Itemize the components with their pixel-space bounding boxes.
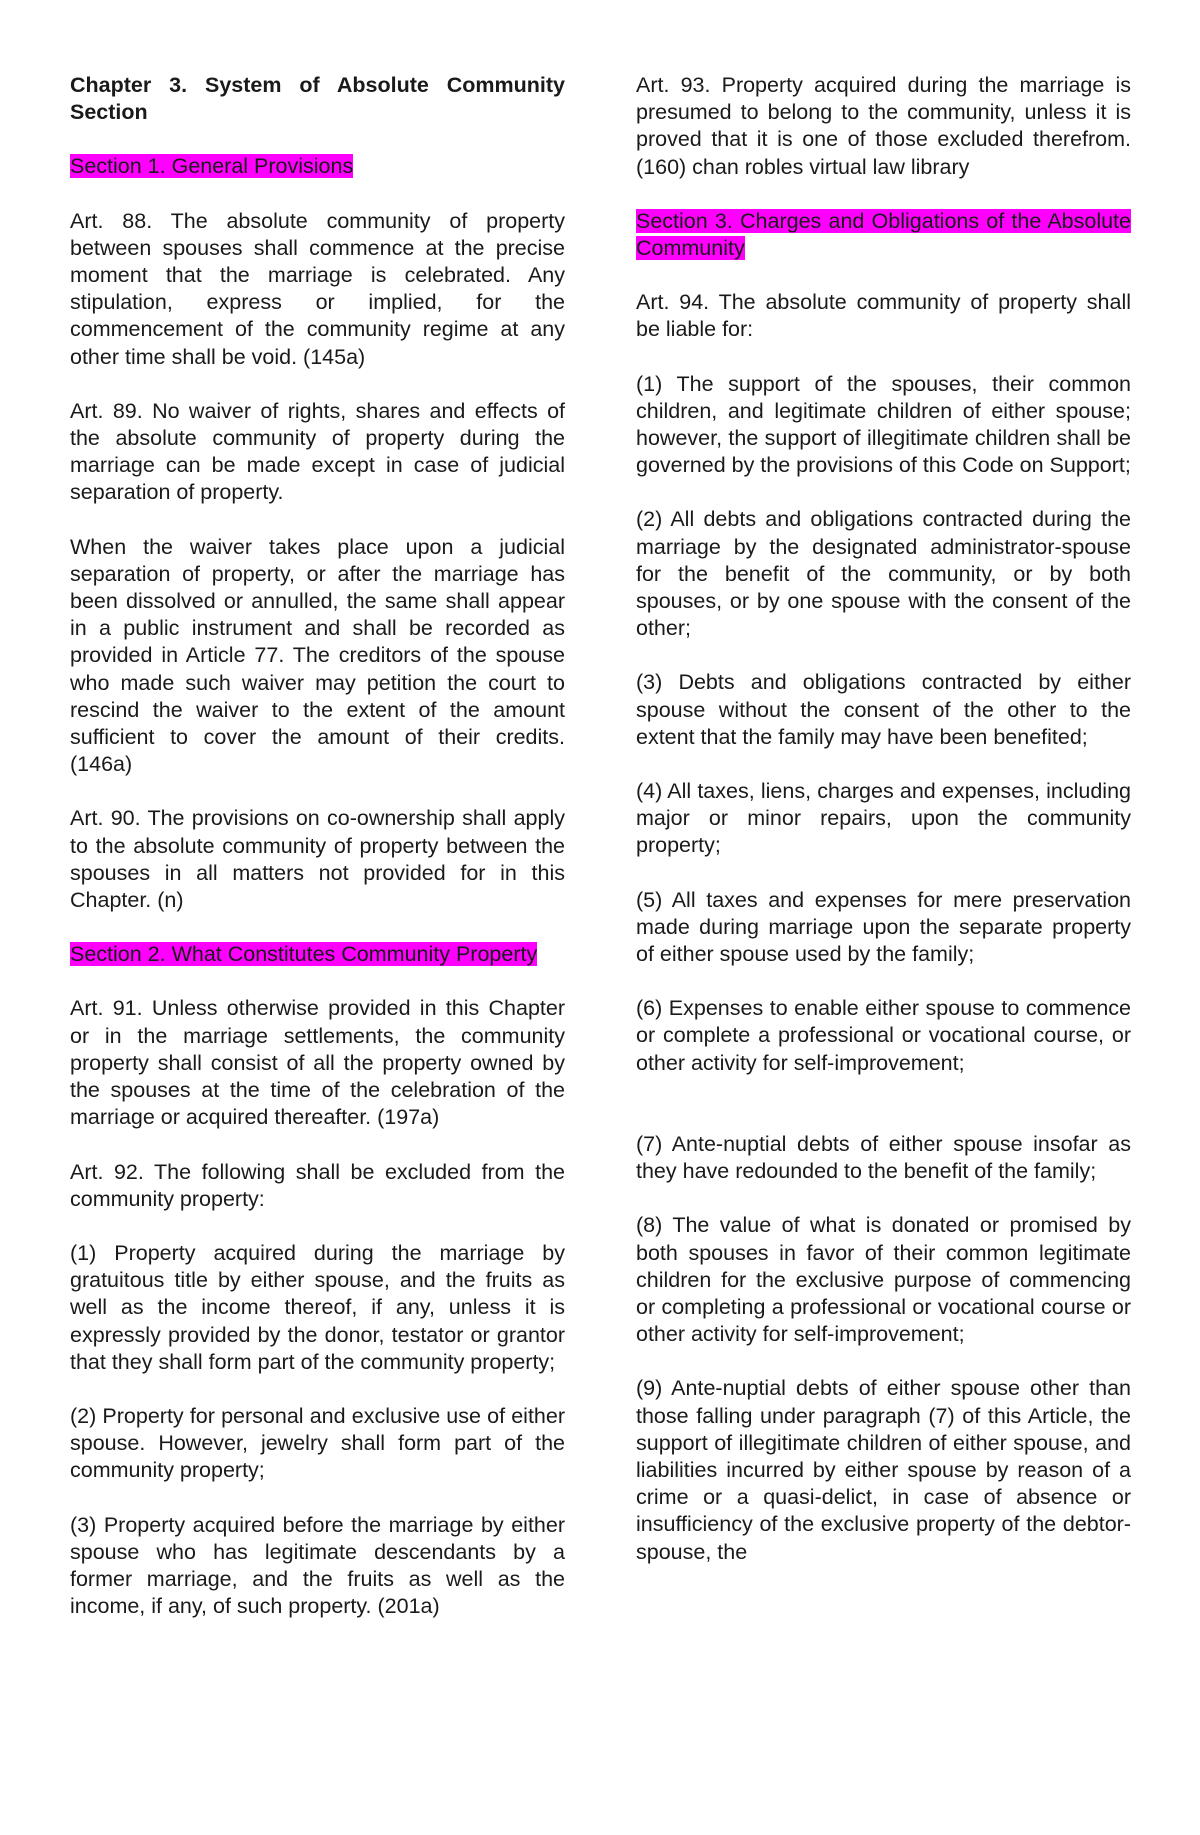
chapter-title: Chapter 3. System of Absolute Community Section bbox=[70, 73, 565, 125]
section-heading bbox=[70, 153, 565, 180]
article-93: Art. 93. Property acquired during the marriage is presumed to belong to the community, unless it is proved that it is one of those excluded therefrom. (160) chan robles virtual law library bbox=[636, 73, 1131, 179]
article-92-item: (2) Property for personal and exclusive use of either spouse. However, jewelry shall form part of the community property; bbox=[70, 1403, 565, 1483]
article-94-item: (4) All taxes, liens, charges and expenses, including major or minor repairs, upon the community property; bbox=[636, 779, 1131, 858]
article-94-item: (1) The support of the spouses, their common children, and legitimate children of either spouse; however, the support of illegitimate children shall be governed by the provisions of this Code on Support; bbox=[636, 371, 1131, 478]
article-94-item: (8) The value of what is donated or promised by both spouses in favor of their common legitimate children for the exclusive purpose of commencing or completing a professional or vocational course or other activity for self-improvement; bbox=[636, 1213, 1131, 1347]
article-94-item: (5) All taxes and expenses for mere preservation made during marriage upon the separate property of either spouse used by the family; bbox=[636, 887, 1131, 967]
article-94-item: (7) Ante-nuptial debts of either spouse insofar as they have redounded to the benefit of the family; bbox=[636, 1131, 1131, 1184]
article-88: Art. 88. The absolute community of property between spouses shall commence at the precise moment that the marriage is celebrated. Any stipulation, express or implied, for the commencement of the community regime at any other time shall be void. (145a) bbox=[70, 208, 565, 369]
article-94-item: (6) Expenses to enable either spouse to commence or complete a professional or vocational course, or other activity for self-improvement; bbox=[636, 996, 1131, 1075]
article-89: Art. 89. No waiver of rights, shares and effects of the absolute community of property during the marriage can be made except in case of judicial separation of property. bbox=[70, 398, 565, 505]
blank-line bbox=[636, 1104, 1131, 1131]
article-92-item: (1) Property acquired during the marriage by gratuitous title by either spouse, and the fruits as well as the income thereof, if any, unless it is expressly provided by the donor, testator or grantor that they shall form part of the community property; bbox=[70, 1240, 565, 1374]
article-90: Art. 90. The provisions on co-ownership shall apply to the absolute community of property between the spouses in all matters not provided for in this Chapter. (n) bbox=[70, 806, 565, 913]
section-heading bbox=[70, 941, 565, 968]
right-column bbox=[636, 72, 1131, 1566]
section-heading-highlight: Section 1. General Provisions bbox=[70, 154, 354, 179]
article-94: Art. 94. The absolute community of property shall be liable for: bbox=[636, 290, 1131, 342]
section-heading-highlight: Section 3. Charges and Obligations of the Absolute Community bbox=[636, 208, 1131, 261]
section-heading-highlight: Section 2. What Constitutes Community Property bbox=[70, 942, 538, 967]
section-heading bbox=[636, 208, 1131, 262]
article-92: Art. 92. The following shall be excluded from the community property: bbox=[70, 1159, 565, 1211]
left-column bbox=[70, 72, 565, 1647]
article-94-item: (9) Ante-nuptial debts of either spouse other than those falling under paragraph (7) of this Article, the support of illegitimate children of either spouse, and liabilities incurred by either spouse by reason of a crime or a quasi-delict, in case of absence or insufficiency of the exclusive property of the debtor-spouse, the bbox=[636, 1376, 1131, 1564]
article-89-continued: When the waiver takes place upon a judicial separation of property, or after the marriage has been dissolved or annulled, the same shall appear in a public instrument and shall be recorded as provided in Article 77. The creditors of the spouse who made such waiver may petition the court to rescind the waiver to the extent of the amount sufficient to cover the amount of their credits. (146a) bbox=[70, 534, 565, 777]
article-94-item: (3) Debts and obligations contracted by either spouse without the consent of the other to the extent that the family may have been benefited; bbox=[636, 670, 1131, 749]
article-94-item: (2) All debts and obligations contracted during the marriage by the designated administrator-spouse for the benefit of the community, or by both spouses, or by one spouse with the consent of the other; bbox=[636, 507, 1131, 641]
article-92-item: (3) Property acquired before the marriage by either spouse who has legitimate descendants by a former marriage, and the fruits as well as the income, if any, of such property. (201a) bbox=[70, 1512, 565, 1619]
article-91: Art. 91. Unless otherwise provided in this Chapter or in the marriage settlements, the community property shall consist of all the property owned by the spouses at the time of the celebration of the marriage or acquired thereafter. (197a) bbox=[70, 996, 565, 1130]
